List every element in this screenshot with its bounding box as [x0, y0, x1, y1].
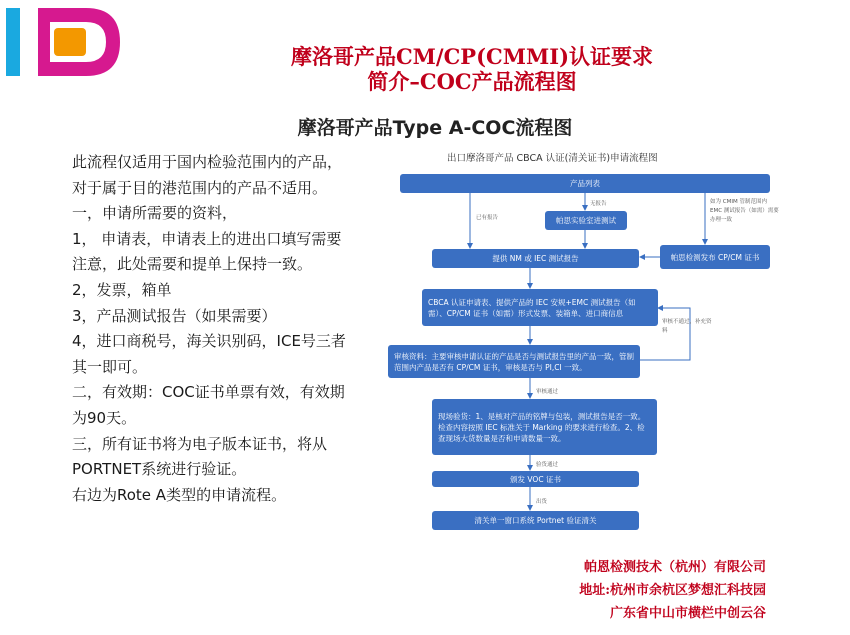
flow-note-no-report: 无报告: [590, 201, 607, 207]
flow-note-has-report: 已有报告: [476, 215, 499, 221]
flow-step-review: 审核资料：主要审核申请认证的产品是否与测试报告里的产品一致，管制范围内产品是否有 CP/CM 证书，审核是否与 PI,CI 一致。: [388, 345, 640, 378]
text-line: 3，产品测试报告（如果需要）: [72, 306, 277, 325]
text-line: 为90天。: [72, 408, 137, 427]
flow-note-shipping: 出货: [536, 499, 548, 505]
text-line: 注意，此处需要和提单上保持一致。: [72, 255, 313, 274]
company-address-2: 广东省中山市横栏中创云谷: [609, 606, 766, 621]
page-title: 摩洛哥产品CM/CP(CMMI)认证要求: [290, 44, 654, 69]
text-line: 4，进口商税号，海关识别码，ICE号三者: [72, 332, 346, 351]
text-line: 二，有效期：COC证书单票有效，有效期: [72, 383, 345, 402]
text-line: PORTNET系统进行验证。: [72, 460, 247, 479]
text-line: 此流程仅适用于国内检验范围内的产品，: [72, 153, 343, 171]
text-line: 对于属于目的港范围内的产品不适用。: [72, 178, 328, 197]
flow-note-inspection-pass: 验货通过: [536, 462, 559, 468]
flowchart-heading: 摩洛哥产品Type A-COC流程图: [297, 117, 573, 139]
flow-step-lab-test: 帕思实验室进测试: [545, 211, 627, 230]
text-line: 三，所有证书将为电子版本证书，将从: [72, 434, 328, 453]
text-line: 一，申请所需要的资料，: [72, 204, 238, 223]
page-subtitle-red: 简介–COC产品流程图: [367, 69, 577, 94]
flow-step-application: CBCA 认证申请表、提供产品的 IEC 安规+EMC 测试报告（如需）、CP/CM 证书（如需）形式发票、装箱单、进口商信息: [422, 289, 658, 326]
text-line: 1， 申请表，申请表上的进出口填写需要: [72, 229, 342, 248]
text-line: 2，发票，箱单: [72, 280, 172, 299]
flow-step-issue-voc: 颁发 VOC 证书: [432, 471, 639, 487]
flow-step-inspection: 现场验货：1、是核对产品的铭牌与包装，测试报告是否一致。检查内容按照 IEC 标准关于 Marking 的要求进行检查。2、检查现场大货数量是否和申请数量一致。: [432, 399, 657, 455]
description-text: [72, 150, 377, 508]
flow-note-review-fail: 审核不通过，补充资料: [662, 319, 712, 334]
flow-step-product-list: 产品列表: [400, 174, 770, 193]
company-logo: [0, 0, 125, 82]
flow-note-review-pass: 审核通过: [536, 389, 559, 395]
company-name: 帕恩检测技术（杭州）有限公司: [583, 560, 766, 575]
flow-note-cmim: 如为 CMIM 管制范围内 EMC 测试报告（如需）需要办理一致: [710, 199, 779, 223]
text-line: 右边为Rote A类型的申请流程。: [72, 485, 287, 504]
flowchart-title: 出口摩洛哥产品 CBCA 认证(清关证书)申请流程图: [447, 153, 658, 164]
flow-step-cert-issue: 帕思检测发布 CP/CM 证书: [660, 245, 770, 269]
flow-step-customs: 清关单一窗口系统 Portnet 验证清关: [432, 511, 639, 530]
text-line: 其一即可。: [72, 357, 148, 376]
flow-step-provide-report: 提供 NM 或 IEC 测试报告: [432, 249, 639, 268]
company-address-1: 地址:杭州市余杭区梦想汇科技园: [579, 583, 766, 598]
company-info: [579, 556, 766, 625]
